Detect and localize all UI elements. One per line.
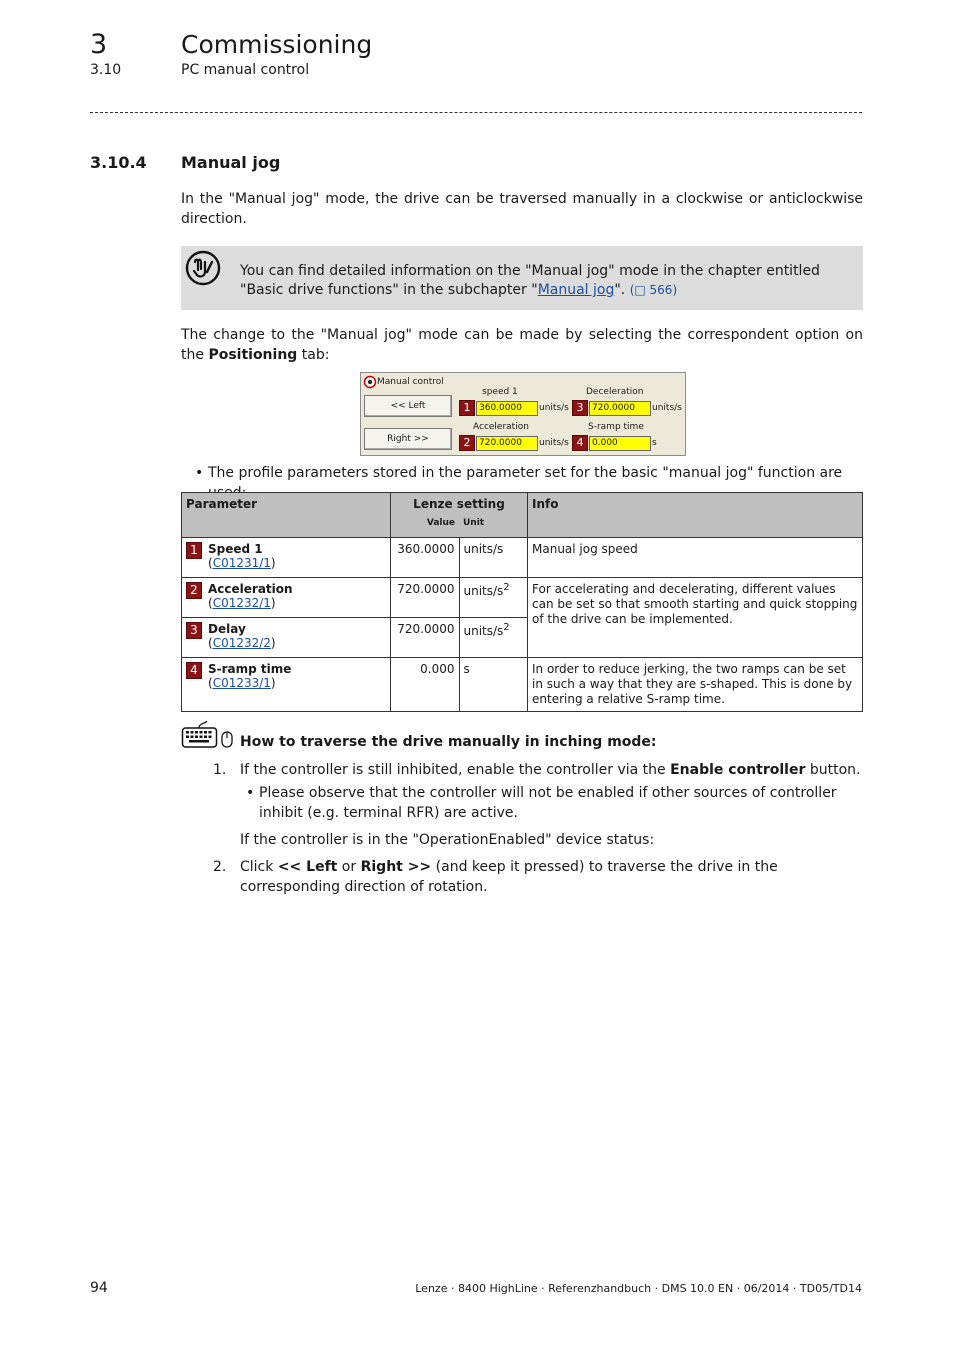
step1-bullet-text: Please observe that the controller will not be enabled if other sources of controller inhibit (e.g. terminal RFR) are active. (259, 785, 837, 821)
marker-4: 4 (572, 435, 588, 451)
page-number: 94 (90, 1280, 108, 1296)
subchapter-number: 3.10 (90, 62, 122, 78)
unit-text: units/s (463, 584, 504, 598)
row-marker: 2 (186, 582, 202, 599)
radio-selected-icon[interactable] (363, 375, 377, 389)
status-line: If the controller is in the "OperationEnabled" device status: (240, 832, 655, 848)
s-ramp-label: S-ramp time (588, 422, 644, 432)
header-parameter: Parameter (182, 493, 391, 538)
value-cell: 720.0000 (391, 618, 460, 658)
table-header-row (182, 493, 863, 517)
howto-title: How to traverse the drive manually in inching mode: (240, 734, 657, 750)
param-name: S-ramp time (208, 662, 292, 676)
row-marker: 3 (186, 622, 202, 639)
table-row (182, 578, 863, 618)
keyboard-mouse-icon (181, 720, 235, 750)
param-code-link[interactable]: C01232/2 (212, 636, 271, 650)
value-cell: 720.0000 (391, 578, 460, 618)
row-marker: 1 (186, 542, 202, 559)
parameter-table (181, 492, 863, 712)
marker-1: 1 (459, 400, 475, 416)
param-cell: 2 Acceleration (C01232/1) (182, 578, 391, 618)
table-row (182, 538, 863, 578)
param-name: Acceleration (208, 582, 293, 596)
unit-text: units/s (463, 624, 504, 638)
param-cell: 3 Delay (C01232/2) (182, 618, 391, 658)
param-code-link[interactable]: C01233/1 (212, 676, 271, 690)
row-marker: 4 (186, 662, 202, 679)
page-reference-link[interactable]: (□ 566) (629, 283, 678, 297)
header-value: Value (391, 516, 460, 537)
speed-label: speed 1 (482, 387, 518, 397)
step2-text-d: (and keep it pressed) to traverse the drive in the corresponding direction of rotation. (240, 859, 778, 895)
positioning-tab-name: Positioning (208, 347, 298, 363)
unit-cell (459, 578, 528, 618)
info-cell: For accelerating and decelerating, different values can be set so that smooth starting and quick stopping of the drive can be implemented. (528, 578, 863, 658)
info-cell: In order to reduce jerking, the two ramps can be set in such a way that they are s-shaped. This is done by entering a relative S-ramp time. (528, 658, 863, 712)
param-cell: 4 S-ramp time (C01233/1) (182, 658, 391, 712)
table-row (182, 658, 863, 712)
header-info: Info (528, 493, 863, 538)
step2-text-c: or (337, 859, 361, 875)
acceleration-unit: units/s (539, 438, 569, 448)
marker-3: 3 (572, 400, 588, 416)
acceleration-field[interactable]: 720.0000 (476, 436, 538, 451)
intro-paragraph: In the "Manual jog" mode, the drive can be traversed manually in a clockwise or anticlockwise direction. (181, 191, 863, 227)
hand-note-icon (185, 250, 221, 286)
deceleration-field[interactable]: 720.0000 (589, 401, 651, 416)
subchapter-title: PC manual control (181, 62, 310, 78)
speed-field[interactable]: 360.0000 (476, 401, 538, 416)
param-code-link[interactable]: C01231/1 (212, 556, 271, 570)
section-title: Manual jog (181, 153, 281, 172)
enable-controller-label: Enable controller (670, 762, 806, 778)
step1-text-before: If the controller is still inhibited, enable the controller via the (240, 762, 671, 778)
param-name: Delay (208, 622, 246, 636)
param-name: Speed 1 (208, 542, 263, 556)
step2-text-a: Click (240, 859, 278, 875)
section-number: 3.10.4 (90, 153, 147, 172)
right-label: Right >> (360, 859, 432, 875)
bullet-dot: • (195, 465, 204, 481)
bullet-text: The profile parameters stored in the parameter set for the basic "manual jog" function are (208, 465, 843, 481)
manual-control-panel (360, 372, 686, 456)
s-ramp-field[interactable]: 0.000 (589, 436, 651, 451)
s-ramp-unit: s (652, 438, 657, 448)
step2-text (240, 857, 862, 897)
speed-unit: units/s (539, 403, 569, 413)
step2-number: 2. (213, 859, 227, 875)
value-cell: 360.0000 (391, 538, 460, 578)
chapter-title: Commissioning (181, 30, 373, 59)
note-text (240, 262, 860, 300)
unit-superscript: 2 (503, 582, 510, 593)
step1-text (240, 760, 862, 780)
step1-bullet-dot: • (246, 785, 255, 801)
change-text-before: The change to the "Manual jog" mode can be made by selecting the correspondent option on the (181, 327, 863, 363)
step1-number: 1. (213, 762, 227, 778)
value-cell: 0.000 (391, 658, 460, 712)
acceleration-label: Acceleration (473, 422, 529, 432)
note-text-before: You can find detailed information on the "Manual jog" mode in the chapter entitled "Basic drive functions" in the subchapter " (240, 263, 820, 298)
note-text-after: ". (614, 282, 630, 298)
header-divider (90, 112, 862, 113)
note-box (181, 246, 863, 310)
param-code-link[interactable]: C01232/1 (212, 596, 271, 610)
step1-text-after: button. (805, 762, 861, 778)
header-unit: Unit (459, 516, 528, 537)
marker-2: 2 (459, 435, 475, 451)
deceleration-unit: units/s (652, 403, 682, 413)
unit-cell (459, 618, 528, 658)
left-label: << Left (277, 859, 338, 875)
manual-jog-link[interactable]: Manual jog (537, 282, 615, 298)
right-button[interactable]: Right >> (364, 428, 452, 450)
info-cell: Manual jog speed (528, 538, 863, 578)
chapter-number: 3 (90, 29, 108, 60)
unit-cell: s (459, 658, 528, 712)
deceleration-label: Deceleration (586, 387, 644, 397)
panel-title: Manual control (377, 377, 444, 387)
header-lenze-setting: Lenze setting (391, 493, 528, 517)
param-cell: 1 Speed 1 (C01231/1) (182, 538, 391, 578)
unit-cell: units/s (459, 538, 528, 578)
change-paragraph (181, 325, 863, 365)
left-button[interactable]: << Left (364, 395, 452, 417)
footer-text: Lenze · 8400 HighLine · Referenzhandbuch · DMS 10.0 EN · 06/2014 · TD05/TD14 (415, 1282, 862, 1295)
change-text-after: tab: (297, 347, 330, 363)
unit-superscript: 2 (503, 622, 510, 633)
